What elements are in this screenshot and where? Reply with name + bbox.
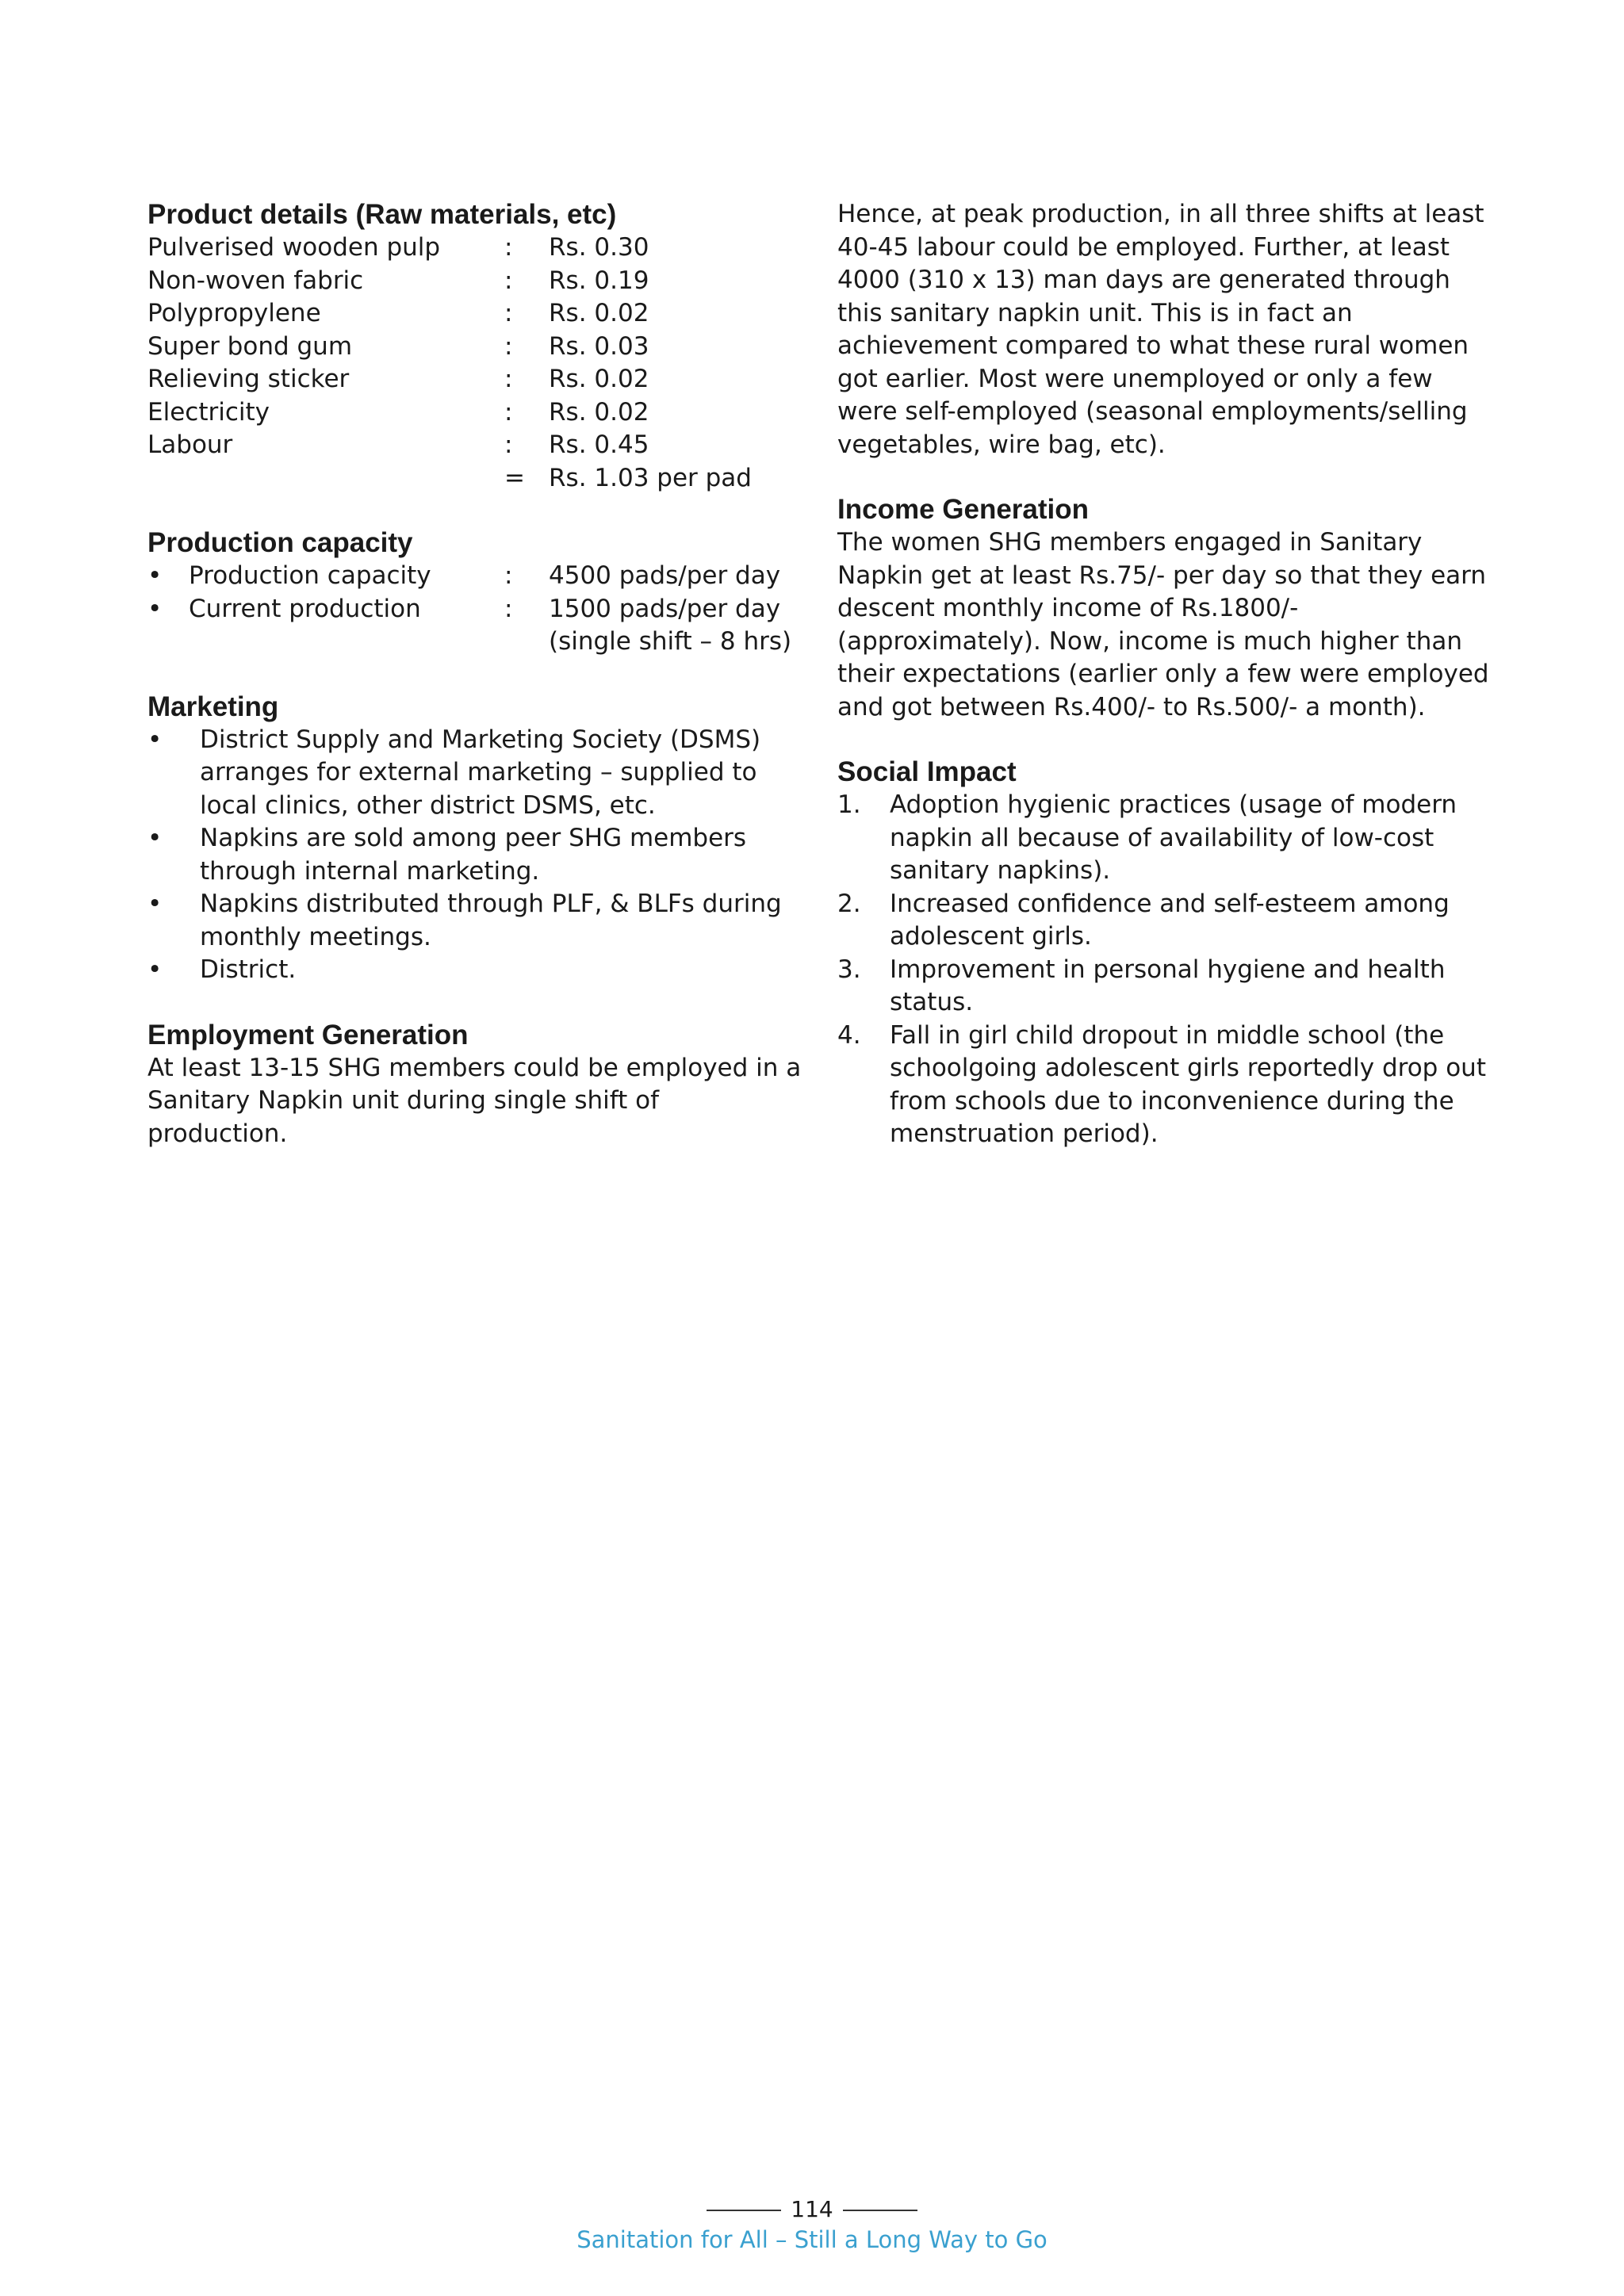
- list-item-text: Adoption hygienic practices (usage of modern napkin all because of availability of low-cost sanitary napkins).: [890, 790, 1457, 885]
- social-impact-section: [837, 756, 1496, 1151]
- income-section: [837, 493, 1496, 724]
- list-number: 3.: [837, 955, 861, 984]
- separator: :: [504, 331, 513, 361]
- item-name: Current production: [189, 594, 421, 623]
- list-number: 4.: [837, 1020, 861, 1050]
- list-item-text: Napkins distributed through PLF, & BLFs during monthly meetings.: [200, 890, 782, 951]
- separator: :: [504, 594, 513, 623]
- item-cost: Rs. 0.45: [549, 430, 649, 459]
- bullet: •: [147, 725, 163, 754]
- list-item-text: District Supply and Marketing Society (DSMS) arranges for external marketing – supplied to local clinics, other district DSMS, etc.: [200, 725, 761, 820]
- separator: :: [504, 299, 513, 327]
- bullet: •: [147, 955, 163, 984]
- item-name: Production capacity: [189, 561, 431, 590]
- page-number: 114: [791, 2196, 833, 2222]
- list-item: [147, 822, 806, 888]
- bullet: •: [147, 561, 163, 590]
- list-item-text: District.: [200, 955, 297, 984]
- list-item: [837, 888, 1496, 954]
- production-capacity-heading: Production capacity: [147, 527, 413, 558]
- item-cost: Rs. 0.19: [549, 266, 649, 295]
- intro-paragraph: Hence, at peak production, in all three shifts at least 40-45 labour could be employed. Further, at least 4000 (310 x 13) man days are generated through this sanitary napkin unit. This is in fact an achievement compared to what these rural women got earlier. Most were unemployed or only a few were self-employed (seasonal employments/selling vegetables, wire bag, etc).: [837, 200, 1484, 459]
- footer-rule-right: [843, 2210, 917, 2211]
- list-item: [837, 954, 1496, 1020]
- list-item: [147, 888, 806, 954]
- table-row: [147, 429, 752, 462]
- item-value: (single shift – 8 hrs): [549, 627, 792, 656]
- table-row: [147, 462, 752, 496]
- footer-title: Sanitation for All – Still a Long Way to Go: [576, 2226, 1048, 2253]
- separator: :: [504, 561, 513, 590]
- item-name: Labour: [147, 430, 233, 459]
- left-column: [147, 198, 806, 1182]
- production-capacity-table: [147, 560, 791, 659]
- item-name: Polypropylene: [147, 299, 321, 327]
- list-item-text: Napkins are sold among peer SHG members through internal marketing.: [200, 824, 747, 886]
- separator: [504, 626, 549, 659]
- bullet: •: [147, 824, 163, 852]
- item-cost: Rs. 0.02: [549, 397, 649, 427]
- list-item: [837, 789, 1496, 888]
- table-row: [147, 232, 752, 265]
- table-row: [147, 560, 791, 593]
- list-item: [837, 1020, 1496, 1151]
- social-impact-list: [837, 789, 1496, 1151]
- social-impact-heading: Social Impact: [837, 756, 1017, 787]
- item-name: [147, 462, 504, 496]
- employment-section: [147, 1019, 806, 1151]
- list-number: 2.: [837, 889, 861, 918]
- intro-section: [837, 198, 1496, 461]
- separator: =: [504, 463, 525, 492]
- total-cost: Rs. 1.03 per pad: [549, 463, 752, 492]
- income-heading: Income Generation: [837, 494, 1090, 525]
- marketing-list: [147, 724, 806, 987]
- table-row: [147, 593, 791, 626]
- table-row: [147, 363, 752, 396]
- marketing-heading: Marketing: [147, 691, 279, 722]
- table-row: [147, 265, 752, 298]
- separator: :: [504, 365, 513, 393]
- item-cost: Rs. 0.02: [549, 299, 649, 327]
- list-item-text: Fall in girl child dropout in middle school (the schoolgoing adolescent girls reportedly drop out from schools due to inconvenience during the menstruation period).: [890, 1020, 1486, 1148]
- table-row: [147, 297, 752, 331]
- table-row: [147, 626, 791, 659]
- table-row: [147, 331, 752, 364]
- footer-rule-left: [707, 2210, 781, 2211]
- separator: :: [504, 233, 513, 262]
- item-name: Relieving sticker: [147, 365, 350, 393]
- item-value: 4500 pads/per day: [549, 561, 781, 590]
- bullet: •: [147, 890, 163, 918]
- list-number: 1.: [837, 790, 861, 819]
- list-item-text: Improvement in personal hygiene and health status.: [890, 955, 1446, 1016]
- income-text: The women SHG members engaged in Sanitary Napkin get at least Rs.75/- per day so that they earn descent monthly income of Rs.1800/- (approximately). Now, income is much higher than their expectations (earlier only a few were employed and got between Rs.400/- to Rs.500/- a month).: [837, 528, 1489, 721]
- right-column: [837, 198, 1496, 1183]
- production-capacity-section: [147, 526, 806, 659]
- item-cost: Rs. 0.03: [549, 331, 649, 361]
- item-cost: Rs. 0.02: [549, 365, 649, 393]
- list-item: [147, 724, 806, 823]
- bullet: •: [147, 594, 163, 623]
- table-row: [147, 396, 752, 430]
- page-number-row: [0, 2196, 1624, 2222]
- marketing-section: [147, 691, 806, 987]
- employment-text: At least 13-15 SHG members could be employed in a Sanitary Napkin unit during single shift of production.: [147, 1053, 802, 1148]
- list-item: [147, 954, 806, 987]
- item-name: Non-woven fabric: [147, 266, 364, 295]
- item-cost: Rs. 0.30: [549, 233, 649, 262]
- employment-heading: Employment Generation: [147, 1019, 469, 1050]
- item-name: Electricity: [147, 397, 270, 427]
- product-details-section: [147, 198, 806, 495]
- item-name: Pulverised wooden pulp: [147, 233, 441, 262]
- product-details-heading: Product details (Raw materials, etc): [147, 199, 617, 230]
- list-item-text: Increased confidence and self-esteem among adolescent girls.: [890, 889, 1450, 951]
- separator: :: [504, 266, 513, 295]
- item-name: Super bond gum: [147, 331, 353, 361]
- product-details-table: [147, 232, 752, 495]
- separator: :: [504, 397, 513, 427]
- item-value: 1500 pads/per day: [549, 594, 781, 623]
- separator: :: [504, 430, 513, 459]
